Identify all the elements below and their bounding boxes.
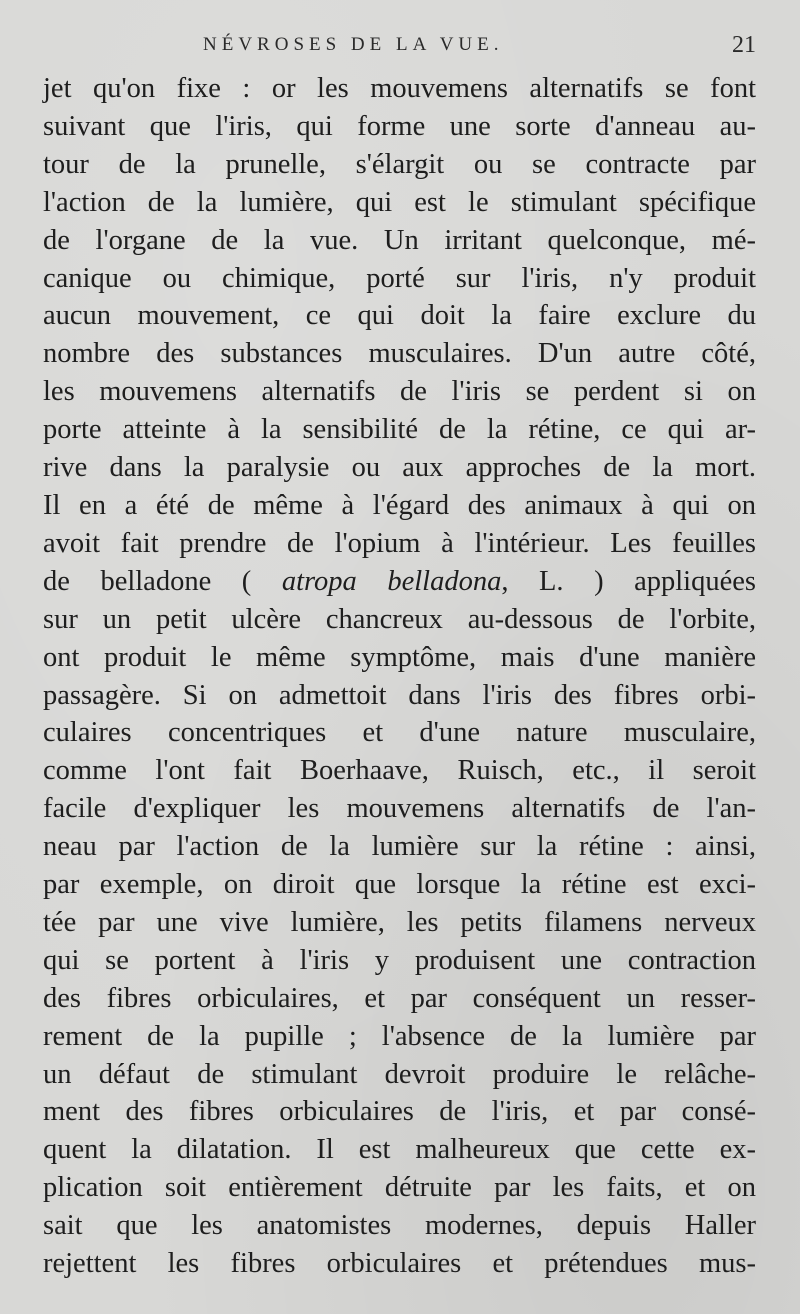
text-line: neau par l'action de la lumière sur la rétine : ainsi,: [43, 831, 756, 863]
text-line: culaires concentriques et d'une nature musculaire,: [43, 717, 756, 749]
text-line: plication soit entièrement détruite par les faits, et on: [43, 1172, 756, 1204]
text-line: un défaut de stimulant devroit produire le relâche-: [43, 1058, 756, 1090]
text-run: de belladone (: [43, 565, 282, 597]
body-text: [43, 70, 756, 1283]
text-run: , L. ) appliquées: [501, 565, 756, 597]
text-line: porte atteinte à la sensibilité de la rétine, ce qui ar-: [43, 414, 756, 446]
page-number: 21: [732, 32, 756, 58]
text-line: canique ou chimique, porté sur l'iris, n'y produit: [43, 262, 756, 294]
text-line: avoit fait prendre de l'opium à l'intérieur. Les feuilles: [43, 527, 756, 559]
running-head: [43, 32, 756, 62]
text-line: sur un petit ulcère chancreux au-dessous de l'orbite,: [43, 603, 756, 635]
text-line: l'action de la lumière, qui est le stimulant spécifique: [43, 186, 756, 218]
text-line: des fibres orbiculaires, et par conséquent un resser-: [43, 982, 756, 1014]
text-line: rive dans la paralysie ou aux approches de la mort.: [43, 452, 756, 484]
text-line: par exemple, on diroit que lorsque la rétine est exci-: [43, 869, 756, 901]
text-line: nombre des substances musculaires. D'un autre côté,: [43, 338, 756, 370]
text-line: quent la dilatation. Il est malheureux que cette ex-: [43, 1134, 756, 1166]
text-line: comme l'ont fait Boerhaave, Ruisch, etc., il seroit: [43, 755, 756, 787]
text-line: jet qu'on fixe : or les mouvemens alternatifs se font: [43, 73, 756, 104]
text-line: ont produit le même symptôme, mais d'une manière: [43, 641, 756, 673]
text-line: qui se portent à l'iris y produisent une contraction: [43, 944, 756, 976]
text-line: rejettent les fibres orbiculaires et prétendues mus-: [43, 1248, 756, 1280]
text-line: rement de la pupille ; l'absence de la lumière par: [43, 1020, 756, 1052]
running-title: NÉVROSES DE LA VUE.: [203, 34, 504, 55]
text-line: facile d'expliquer les mouvemens alternatifs de l'an-: [43, 793, 756, 825]
text-line: de l'organe de la vue. Un irritant quelconque, mé-: [43, 224, 756, 256]
text-line: Il en a été de même à l'égard des animaux à qui on: [43, 489, 756, 521]
text-line: tée par une vive lumière, les petits filamens nerveux: [43, 906, 756, 938]
text-line: aucun mouvement, ce qui doit la faire exclure du: [43, 300, 756, 332]
text-line: les mouvemens alternatifs de l'iris se perdent si on: [43, 376, 756, 408]
text-line: ment des fibres orbiculaires de l'iris, et par consé-: [43, 1096, 756, 1128]
italic-botanical-name: atropa belladona: [281, 565, 502, 597]
text-line: sait que les anatomistes modernes, depuis Haller: [43, 1210, 756, 1242]
text-line: suivant que l'iris, qui forme une sorte d'anneau au-: [43, 110, 756, 142]
text-line-with-italic: [43, 563, 756, 601]
text-line: passagère. Si on admettoit dans l'iris des fibres orbi-: [43, 679, 756, 711]
text-line: tour de la prunelle, s'élargit ou se contracte par: [43, 148, 756, 180]
